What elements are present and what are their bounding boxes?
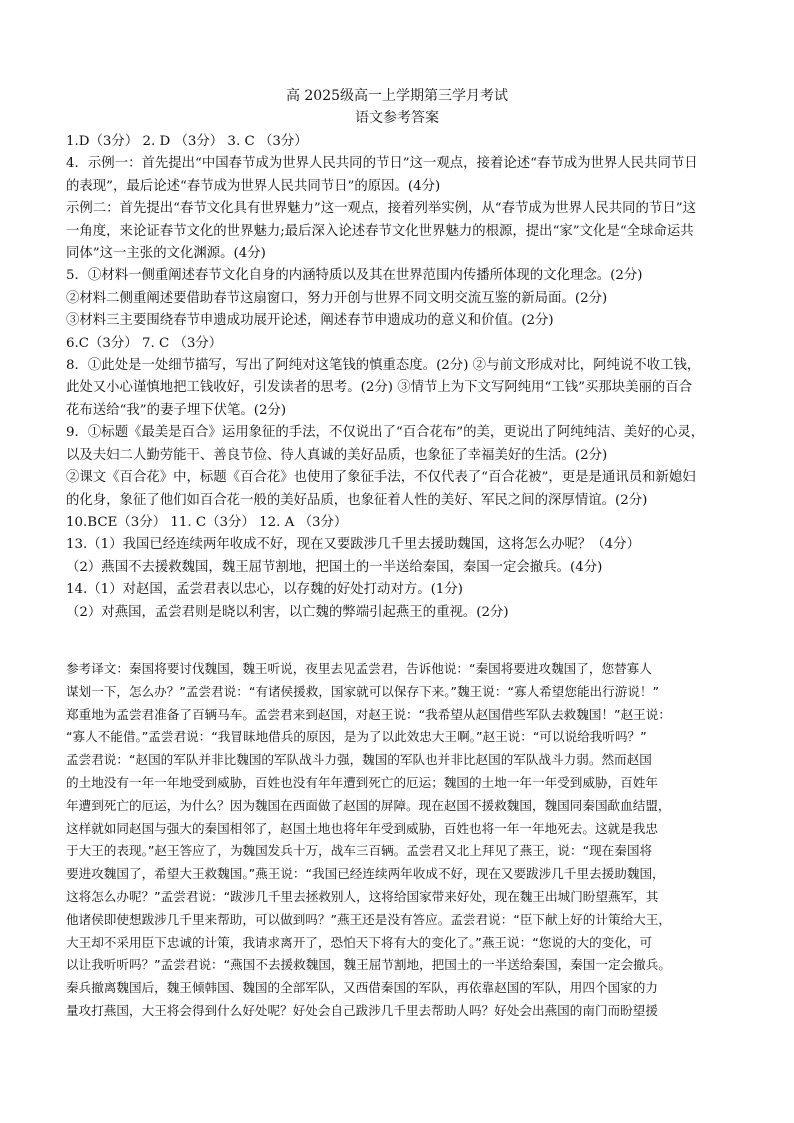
answer-line: 此处又小心谨慎地把工钱收好，引发读者的思考。(2分) ③情节上为下文写阿纯用“工钱”买那块美丽的百合 <box>66 380 693 396</box>
answer-line: 的化身，象征了他们如百合花一般的美好品质，也象征着人性的美好、军民之间的深厚情谊。(2分) <box>66 492 648 508</box>
answer-line: 的表现”，最后论述“春节成为世界人民共同节日”的原因。(4分) <box>66 178 441 194</box>
answer-line: 一角度，来论证春节文化的世界魅力;最后深入论述春节文化世界魅力的根源，提出“家”文化是“全球命运共 <box>66 223 694 239</box>
answer-line: ②材料二侧重阐述要借助春节这扇窗口，努力开创与世界不同文明交流互鉴的新局面。(2分) <box>66 290 608 306</box>
translation-line: 以让我听听吗？”孟尝君说：“燕国不去援救魏国，魏王屈节割地，把国土的一半送给秦国，秦国一定会撤兵。 <box>66 957 671 973</box>
answer-line: 6.C（3分） 7. C （3分） <box>66 335 223 351</box>
translation-line: 参考译文：秦国将要讨伐魏国，魏王听说，夜里去见孟尝君，告诉他说：“秦国将要进攻魏国了，您替寡人 <box>66 661 652 676</box>
answer-line: 14.（1）对赵国，孟尝君表以忠心，以存魏的好处打动对方。(1分) <box>66 582 463 598</box>
answer-line: （2）燕国不去援救魏国，魏王屈节割地，把国土的一半送给秦国，秦国一定会撤兵。(4分) <box>66 559 603 575</box>
answer-list <box>66 131 730 624</box>
translation-line: 年遭到死亡的厄运，为什么？因为魏国在西面做了赵国的屏障。现在赵国不援救魏国，魏国同秦国歃血结盟， <box>66 797 671 813</box>
reference-translation <box>66 658 730 1023</box>
translation-line: “寡人不能借。”孟尝君说：“我冒昧地借兵的原因，是为了以此效忠大王啊。”赵王说：“可以说给我听吗？” <box>66 729 647 745</box>
answer-line: （2）对燕国，孟尝君则是晓以利害，以亡魏的弊端引起燕王的重视。(2分) <box>66 604 509 620</box>
answer-line: 4．示例一：首先提出“中国春节成为世界人民共同的节日”这一观点，接着论述“春节成为世界人民共同节日 <box>66 156 698 172</box>
page-title: 高 2025级高一上学期第三学月考试 <box>285 88 509 104</box>
translation-line: 这样就如同赵国与强大的秦国相邻了，赵国土地也将年年受到威胁，百姓也将一年一年地死去。这就是我忠 <box>66 820 658 836</box>
translation-line: 量攻打燕国，大王将会得到什么好处呢？好处会自己跋涉几千里去帮助人吗？好处会出燕国的南门而盼望援 <box>66 1002 658 1018</box>
translation-line: 郑重地为孟尝君准备了百辆马车。孟尝君来到赵国，对赵王说：“我希望从赵国借些军队去救魏国！”赵王说： <box>66 706 671 722</box>
translation-line: 这将怎么办呢？”孟尝君说：“跋涉几千里去拯救别人，这将给国家带来好处，现在魏王出城门盼望燕军，其 <box>66 888 659 904</box>
translation-line: 于大王的表现。”赵王答应了，为魏国发兵十万，战车三百辆。孟尝君又北上拜见了燕王，说：“现在秦国将 <box>66 843 653 859</box>
translation-line: 孟尝君说：“赵国的军队并非比魏国的军队战斗力强，魏国的军队也并非比赵国的军队战斗力弱。然而赵国 <box>66 752 652 768</box>
translation-line: 他诸侯即使想跋涉几千里来帮助，可以做到吗？”燕王还是没有答应。孟尝君说：“臣下献上好的计策给大王， <box>66 911 671 927</box>
answer-line: 5．①材料一侧重阐述春节文化自身的内涵特质以及其在世界范围内传播所体现的文化理念。(2分) <box>66 268 643 284</box>
answer-line: 同体”这一主张的文化渊源。(4分) <box>66 246 266 262</box>
answer-line: 9．①标题《最美是百合》运用象征的手法，不仅说出了“百合花布”的美，更说出了阿纯纯洁、美好的心灵， <box>66 425 705 441</box>
answer-line: ③材料三主要围绕春节申遗成功展开论述，阐述春节申遗成功的意义和价值。(2分) <box>66 313 554 329</box>
translation-line: 大王却不采用臣下忠诚的计策，我请求离开了，恐怕天下将有大的变化了。”燕王说：“您说的大的变化，可 <box>66 934 653 950</box>
answer-line: 10.BCE（3分） 11. C（3分） 12. A （3分） <box>66 514 348 530</box>
translation-line: 秦兵撤离魏国后，魏王倾韩国、魏国的全部军队，又西借秦国的军队，再依靠赵国的军队，用四个国家的力 <box>66 980 658 996</box>
answer-line: 13.（1）我国已经连续两年收成不好，现在又要跋涉几千里去援助魏国，这将怎么办呢？（4分） <box>66 537 640 553</box>
answer-line: 以及夫妇二人勤劳能干、善良节俭、待人真诚的美好品质，也象征了幸福美好的生活。(2分) <box>66 447 608 463</box>
answer-line: 8．①此处是一处细节描写，写出了阿纯对这笔钱的慎重态度。(2分) ②与前文形成对比，阿纯说不收工钱， <box>66 358 701 374</box>
translation-line: 要进攻魏国了，希望大王救魏国。”燕王说：“我国已经连续两年收成不好，现在又要跋涉几千里去援助魏国， <box>66 866 665 882</box>
page-subtitle: 语文参考答案 <box>355 110 439 126</box>
answer-line: 花布送给“我”的妻子埋下伏笔。(2分) <box>66 402 287 418</box>
translation-line: 谋划一下，怎么办？”孟尝君说：“有诸侯援救，国家就可以保存下来。”魏王说：“寡人希望您能出行游说！” <box>66 683 660 699</box>
translation-line: 的土地没有一年一年地受到威胁，百姓也没有年年遭到死亡的厄运；魏国的土地一年一年受到威胁，百姓年 <box>66 774 658 790</box>
answer-line: 示例二：首先提出“春节文化具有世界魅力”这一观点，接着列举实例，从“春节成为世界人民共同的节日”这 <box>66 201 696 217</box>
answer-line: 1.D（3分） 2. D （3分） 3. C （3分） <box>66 134 308 149</box>
answer-line: ②课文《百合花》中，标题《百合花》也使用了象征手法，不仅代表了“百合花被”，更是是通讯员和新媳妇 <box>66 470 696 486</box>
